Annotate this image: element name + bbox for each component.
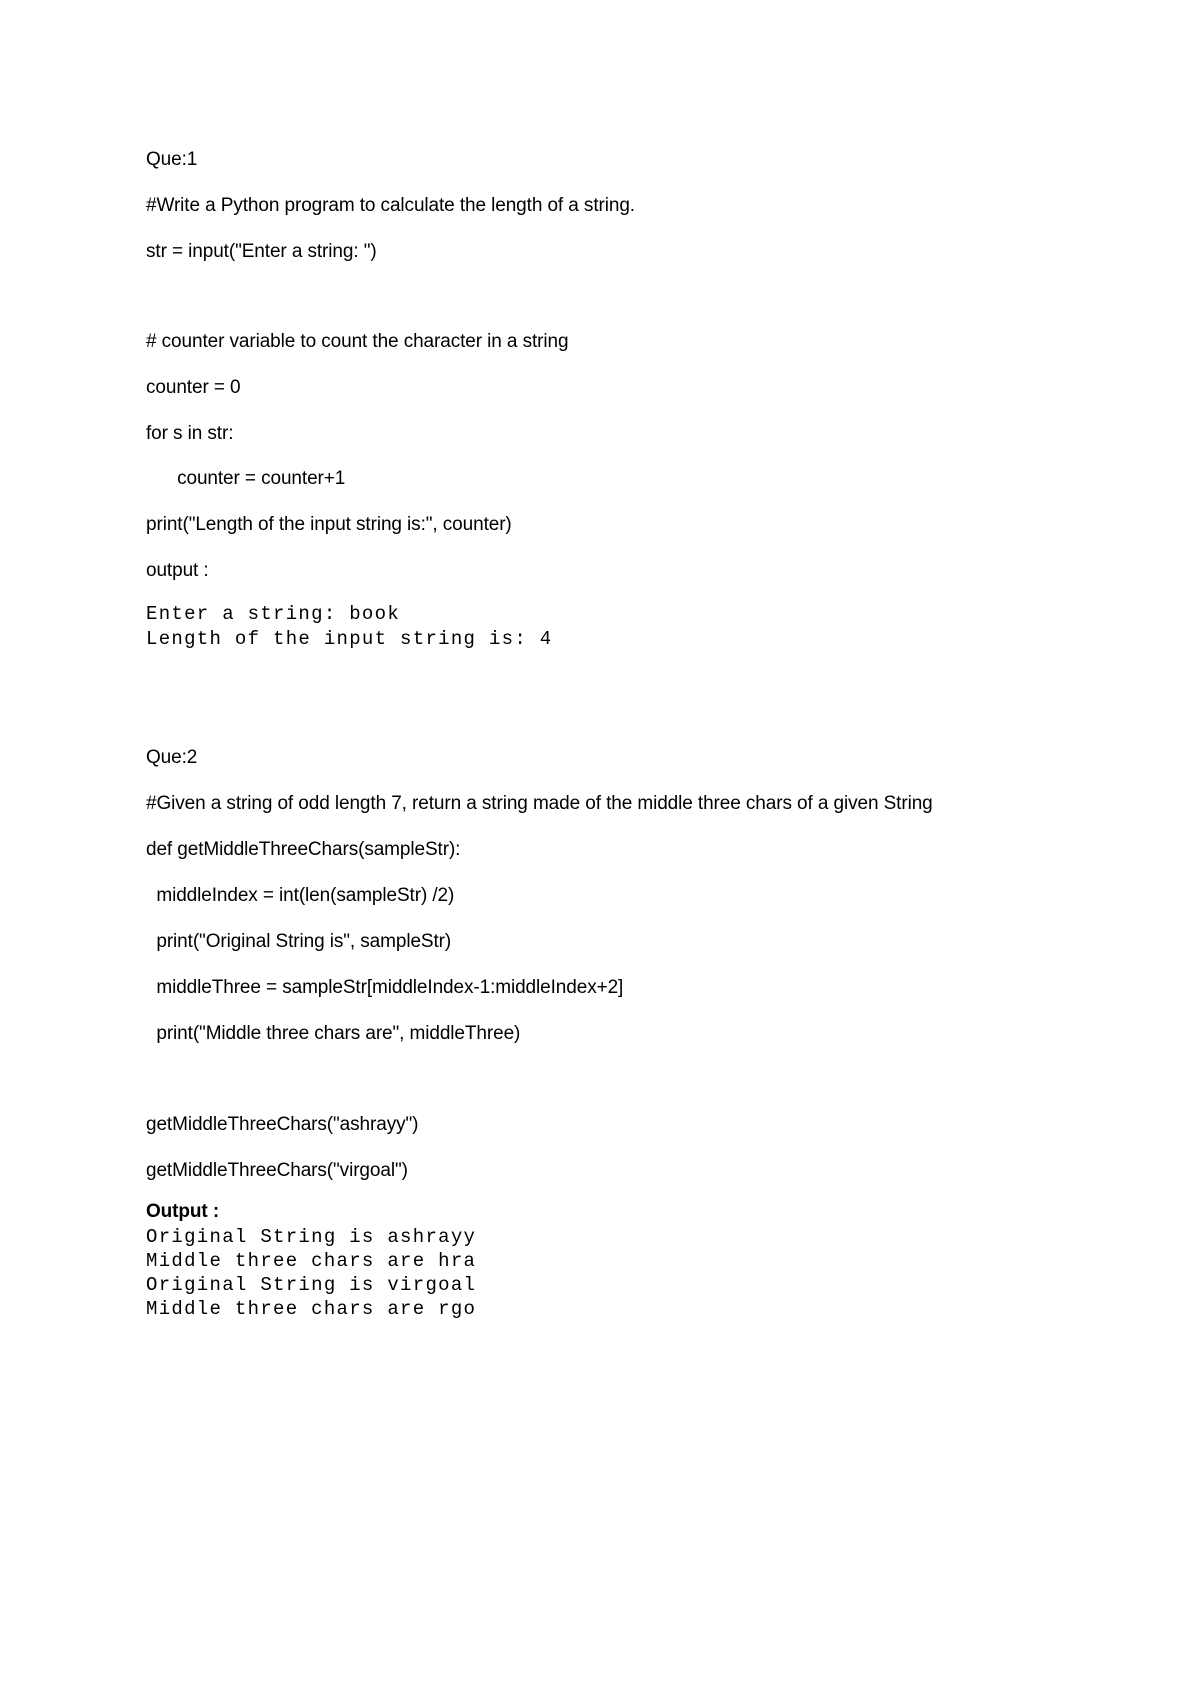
question-2-comment: #Given a string of odd length 7, return a string made of the middle three chars of a given String <box>146 793 933 814</box>
code-line: counter = 0 <box>146 377 241 398</box>
code-line: for s in str: <box>146 423 234 444</box>
output-label: output : <box>146 560 209 581</box>
output-line: Enter a string: book <box>146 603 401 625</box>
question-2-heading: Que:2 <box>146 747 198 768</box>
question-1-comment: #Write a Python program to calculate the length of a string. <box>146 195 635 216</box>
code-line: print("Original String is", sampleStr) <box>146 931 452 952</box>
code-line: getMiddleThreeChars("ashrayy") <box>146 1114 419 1135</box>
output-label: Output : <box>146 1201 220 1222</box>
code-line: # counter variable to count the character in a string <box>146 331 569 352</box>
output-line: Original String is virgoal <box>146 1274 477 1296</box>
code-line: getMiddleThreeChars("virgoal") <box>146 1160 408 1181</box>
code-line: print("Middle three chars are", middleThree) <box>146 1023 521 1044</box>
question-1-heading: Que:1 <box>146 149 198 170</box>
code-line: middleIndex = int(len(sampleStr) /2) <box>146 885 455 906</box>
code-line: counter = counter+1 <box>146 468 346 489</box>
output-line: Middle three chars are hra <box>146 1250 477 1272</box>
output-line: Length of the input string is: 4 <box>146 628 553 650</box>
code-line: print("Length of the input string is:", counter) <box>146 514 512 535</box>
code-line: def getMiddleThreeChars(sampleStr): <box>146 839 461 860</box>
code-line: str = input("Enter a string: ") <box>146 241 377 262</box>
output-line: Middle three chars are rgo <box>146 1298 477 1320</box>
output-line: Original String is ashrayy <box>146 1226 477 1248</box>
code-line: middleThree = sampleStr[middleIndex-1:middleIndex+2] <box>146 977 624 998</box>
